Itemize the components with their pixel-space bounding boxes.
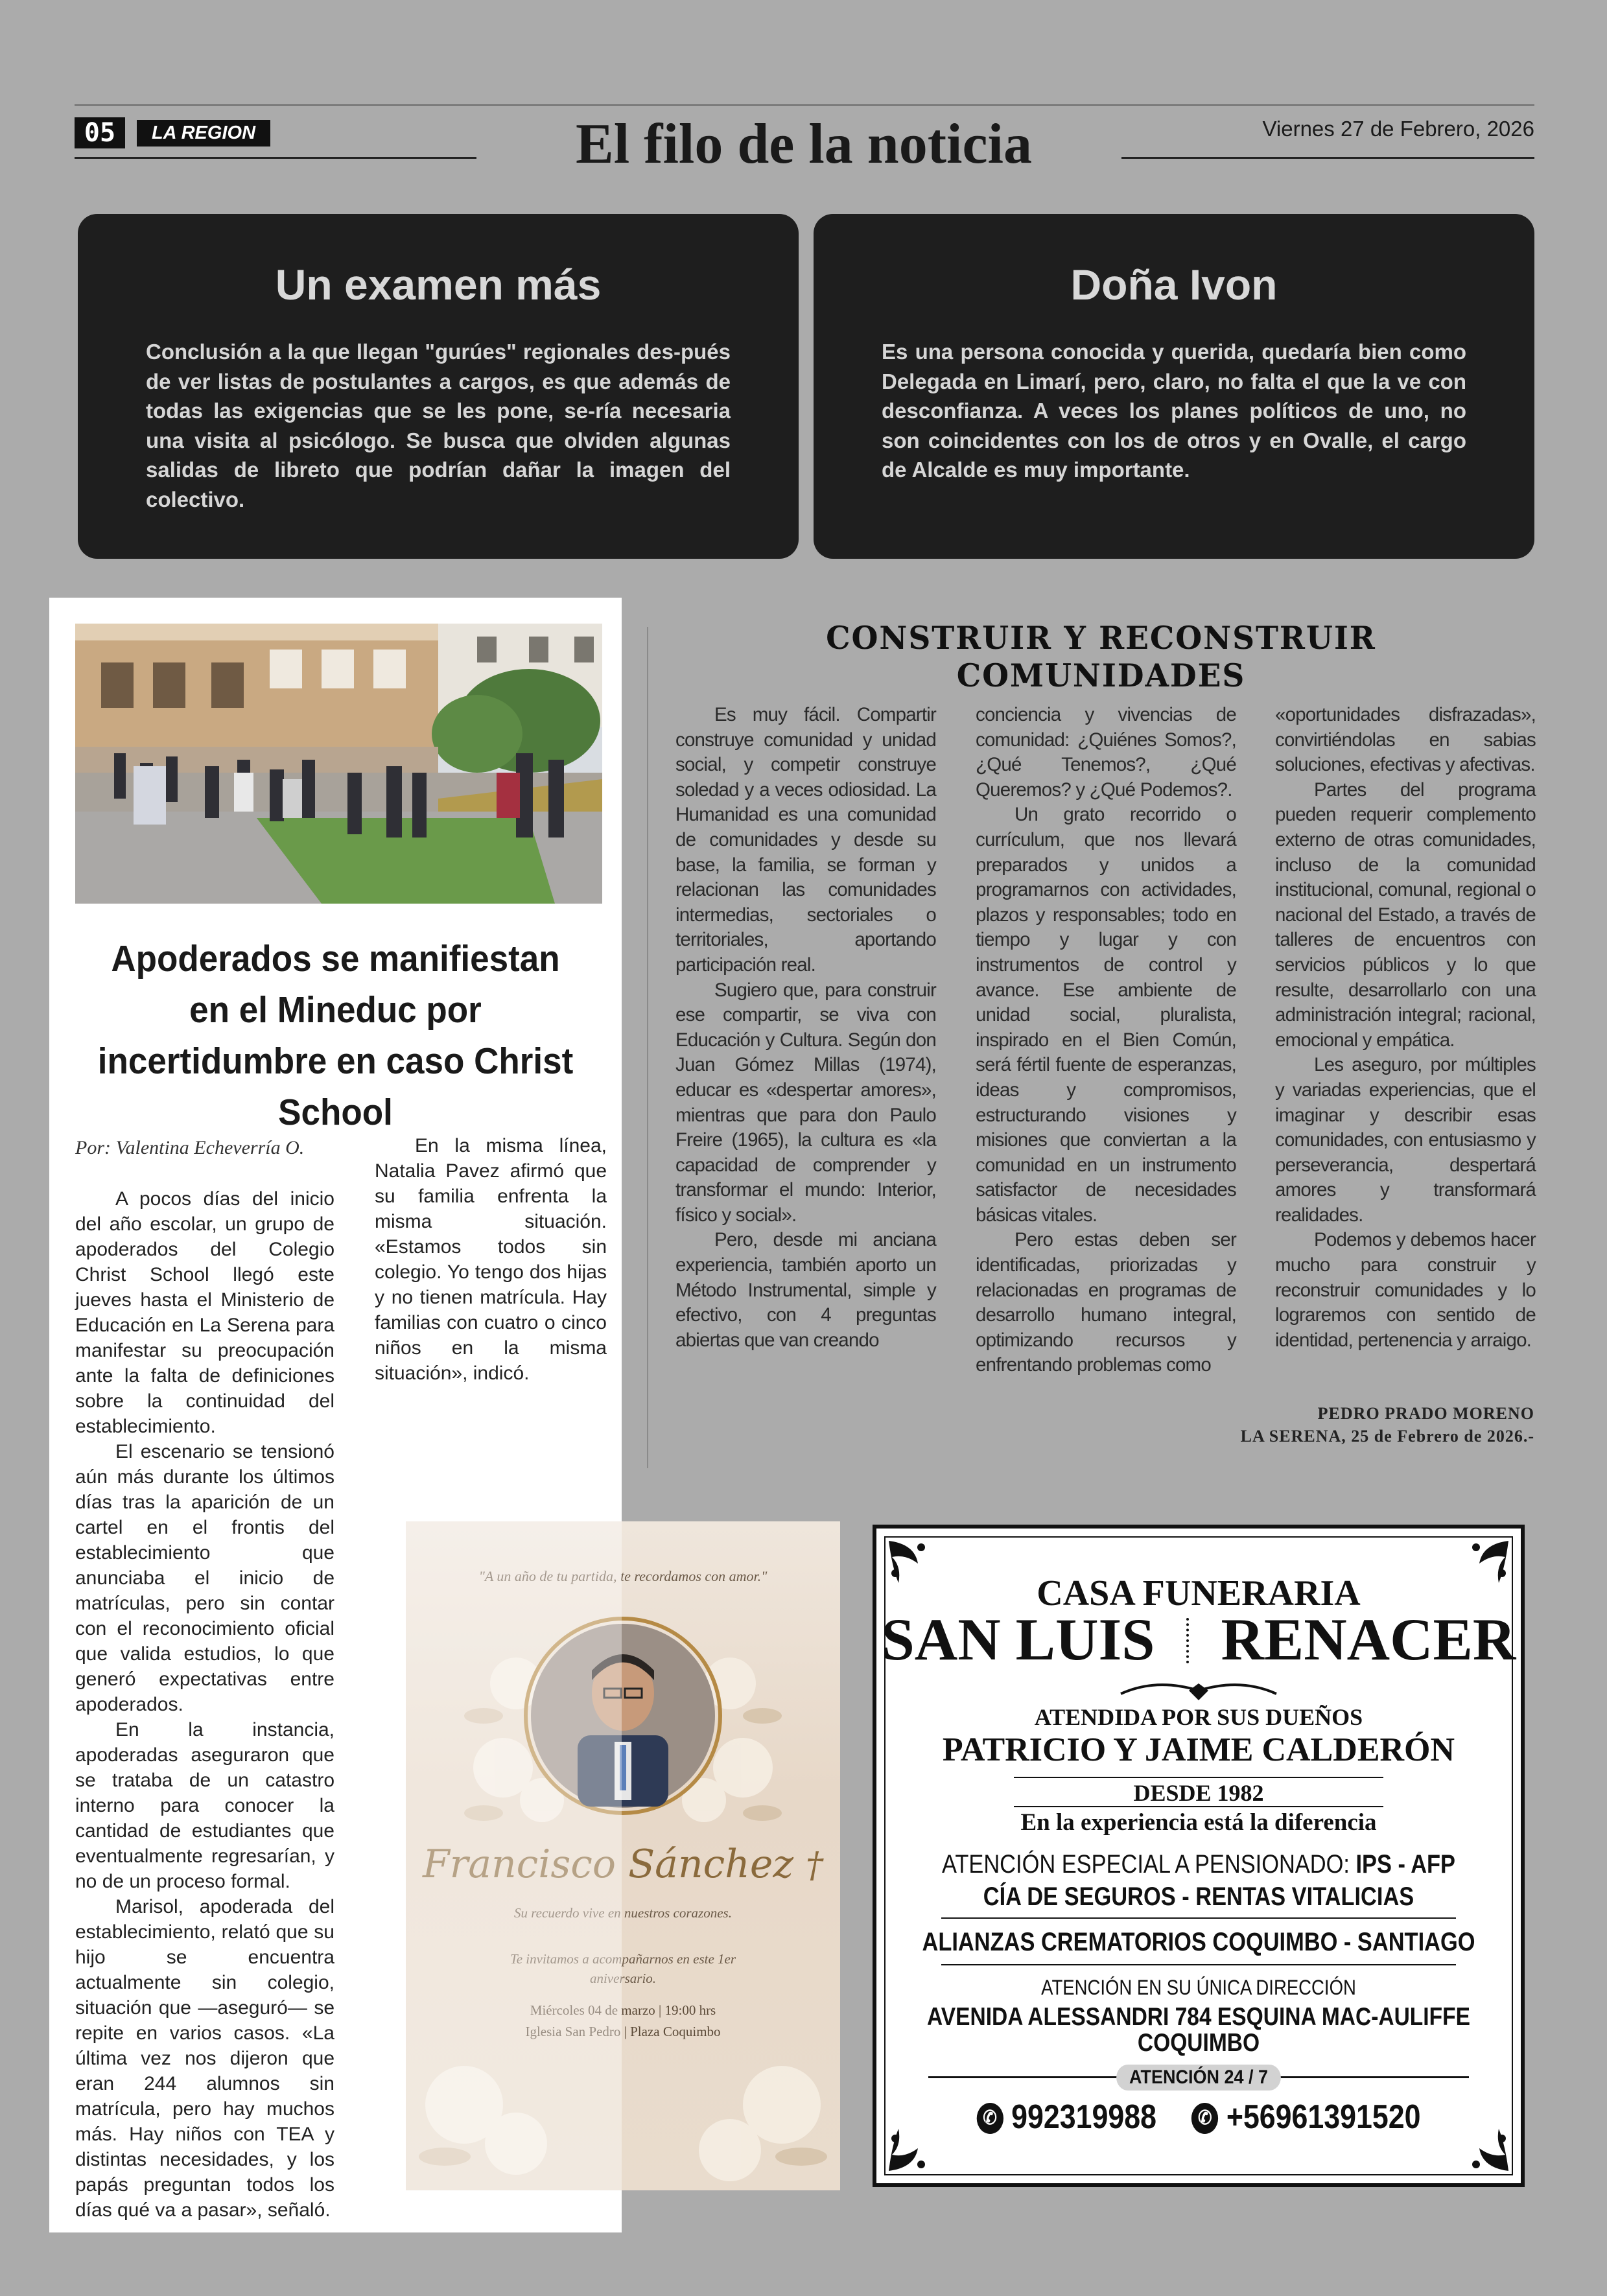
ad-address-street: AVENIDA ALESSANDRI 784 ESQUINA MAC-AULIFFE [927, 2003, 1470, 2031]
column-divider [647, 627, 648, 1468]
memorial-quote: "A un año de tu partida, te recordamos con amor." [478, 1568, 768, 1584]
flourish-divider-icon [1118, 1674, 1280, 1703]
news-column-1 [75, 1186, 334, 2223]
news-headline: Apoderados se manifiestan en el Mineduc por incertidumbre en caso Christ School [97, 938, 574, 1133]
paragraph: Podemos y debemos hacer mucho para construir y reconstruir comunidades y lo lograremos con sentido de identidad, pertenencia y arraigo. [1275, 1229, 1536, 1351]
ad-line-pensionado [922, 1850, 1476, 1879]
header-left-rule [75, 157, 476, 159]
ad-line-seguros: CÍA DE SEGUROS - RENTAS VITALICIAS [983, 1882, 1414, 1911]
opinion-text: Es una persona conocida y querida, quedaría bien como Delegada en Limarí, pero, claro, no falta el que la ve con desconfianza. A veces los planes políticos de uno, no son coincidentes con los de otros y en Ovalle, el cargo de Alcalde es muy importante. [882, 340, 1466, 482]
ad-pensionado-label: ATENCIÓN ESPECIAL A PENSIONADO: [941, 1850, 1356, 1879]
cross-icon: † [806, 1845, 824, 1886]
paragraph: Es muy fácil. Compartir construye comunidad y unidad social, y competir construye soledad y a veces odiosidad. La Humanidad es una comunidad de comunidades y desde su base, la familia, se forman y relacionan las comunidades intermedias, sectoriales o territoriales, aportando participación real. [675, 704, 936, 976]
news-column-2 [375, 1133, 607, 1386]
news-byline: Por: Valentina Echeverría O. [75, 1137, 305, 1158]
ad-rule [941, 1917, 1456, 1919]
column-author: PEDRO PRADO MORENO [1317, 1404, 1534, 1423]
ad-address-city: COQUIMBO [1137, 2029, 1260, 2057]
paragraph: Les aseguro, por múltiples y variadas experiencias, que el imaginar y describir esas comunidades, con entusiasmo y perseverancia, despertará amores y transformará realidades. [1275, 1054, 1536, 1226]
ad-line-direccion-label: ATENCIÓN EN SU ÚNICA DIRECCIÓN [1041, 1976, 1356, 1999]
paragraph: El escenario se tensionó aún más durante los últimos días tras la aparición de un cartel en el frontis del establecimiento que anunciaba el inicio de matrículas, pero sin contar con el reconocimiento oficial que valida estudios, lo que generó expectativas entre apoderados. [75, 1441, 334, 1715]
column-text-2 [976, 703, 1236, 1378]
paragraph: Pero, desde mi anciana experiencia, también aporto un Método Instrumental, simple y efectivo, con 4 preguntas abiertas que van creando [675, 1229, 936, 1351]
ad-pensionado-value: IPS - AFP [1355, 1850, 1456, 1879]
paragraph: Partes del programa pueden requerir complemento externo de otras comunidades, incluso de la comunidad institucional, comunal, regional o nacional del Estado, a través de talleres de encuentros con servicios públicos y lo que resulte, desarrollarlo con una administración integral; racional, emocional y empática. [1275, 779, 1536, 1051]
page-number: 05 [75, 117, 125, 148]
column-text-1 [675, 703, 936, 1353]
ad-whatsapp[interactable]: +56961391520 [1226, 2098, 1421, 2136]
memorial-where: Iglesia San Pedro | Plaza Coquimbo [525, 2024, 721, 2039]
memorial-name-text: Francisco Sánchez [422, 1842, 793, 1887]
memorial-subtitle: Su recuerdo vive en nuestros corazones. [514, 1905, 732, 1921]
ad-rule [1014, 1777, 1383, 1778]
paragraph: Un grato recorrido o currículum, que nos llevará preparados y unidos a programarnos con actividades, plazos y responsables; todo en tiempo y lugar y con instrumentos de control y avance. Ese ambiente de unidad social, pluralista, inspirado en el Bien Común, será fértil fuente de esperanzas, ideas y compromisos, estructurando visiones y misiones que conviertan a la comunidad en un instrumento satisfactor de necesidades básicas vitales. [976, 804, 1236, 1226]
ad-line-since: DESDE 1982 [1133, 1780, 1264, 1806]
column-place-date: LA SERENA, 25 de Febrero de 2026.- [1240, 1427, 1534, 1446]
ad-brand [876, 1605, 1521, 1674]
publication-logo: LA REGION [137, 120, 270, 146]
paragraph: Pero estas deben ser identificadas, priorizadas y relacionadas en programas de desarrollo humano integral, optimizando recursos y enfrentando problemas como [976, 1229, 1236, 1376]
ad-line-experience: En la experiencia está la diferencia [1020, 1809, 1377, 1836]
funeral-home-ad [873, 1525, 1525, 2187]
ad-line-casa-funeraria: CASA FUNERARIA [1037, 1573, 1361, 1613]
paragraph: Sugiero que, para construir ese compartir, se viva con Educación y Cultura. Según don Juan Gómez Millas (1974), educar es «despertar amores», mientras que para don Paulo Freire (1965), la cultura es «la capacidad de comprender y transformar el mundo: Interior, físico y social». [675, 979, 936, 1226]
memorial-invite: Te invitamos a acompañarnos en este 1er aniversario. [510, 1951, 736, 1986]
opinion-box-examen [78, 214, 799, 559]
ad-brand-san-luis: SAN LUIS [881, 1606, 1155, 1672]
paragraph: Marisol, apoderada del establecimiento, relató que su hijo se encuentra actualmente sin colegio, situación que —aseguró— se repite en varios casos. «La última vez nos dijeron que eran 244 alumnos sin matrícula, pero hay muchos más. Hay niños con TEA y distintas necesidades, y los papás preguntan todos los días qué va a pasar», señaló. [75, 1896, 334, 2221]
opinion-title: Un examen más [275, 261, 602, 309]
paragraph: conciencia y vivencias de comunidad: ¿Quiénes Somos?, ¿Qué Tenemos?, ¿Qué Queremos? y ¿Qué Podemos?. [976, 704, 1236, 801]
white-overlay [406, 1521, 622, 2190]
ad-address [922, 2004, 1476, 2056]
memorial-notice [406, 1521, 840, 2190]
ad-badge-24-7: ATENCIÓN 24 / 7 [1116, 2065, 1281, 2091]
whatsapp-icon: ✆ [1191, 2103, 1218, 2134]
opinion-title: Doña Ivon [1070, 261, 1278, 309]
phone-icon: ✆ [976, 2103, 1003, 2134]
ad-rule [941, 1964, 1456, 1965]
news-photo [75, 624, 602, 904]
paragraph: En la instancia, apoderadas aseguraron que se trataba de un catastro interno para conocer la cantidad de estudiantes que eventualmente regresarían, y no de un proceso formal. [75, 1719, 334, 1892]
opinion-box-ivon [814, 214, 1534, 559]
column-title: CONSTRUIR Y RECONSTRUIR COMUNIDADES [826, 619, 1376, 694]
column-text-3 [1275, 703, 1536, 1353]
ad-brand-renacer: RENACER [1221, 1606, 1516, 1672]
ad-brand-separator [1186, 1618, 1189, 1663]
protest-photo-illustration [75, 624, 602, 904]
ad-contacts [922, 2098, 1476, 2137]
ad-line-owners: PATRICIO Y JAIME CALDERÓN [942, 1731, 1455, 1768]
column-signature [1102, 1402, 1534, 1447]
paragraph: «oportunidades disfrazadas», convirtiéndolas en sabias soluciones, efectivas y afectivas. [1275, 704, 1536, 776]
header-top-rule [75, 104, 1534, 106]
paragraph: A pocos días del inicio del año escolar, un grupo de apoderados del Colegio Christ School llegó este jueves hasta el Ministerio de Educación en La Serena para manifestar su preocupación ante la falta de definiciones sobre la continuidad del establecimiento. [75, 1188, 334, 1437]
memorial-when: Miércoles 04 de marzo | 19:00 hrs [530, 2002, 716, 2018]
section-title: El filo de la noticia [576, 113, 1032, 176]
paragraph: En la misma línea, Natalia Pavez afirmó que su familia enfrenta la misma situación. «Estamos todos sin colegio. Yo tengo dos hijas y no tienen matrícula. Hay familias con cuatro o cinco niños en la misma situación», indicó. [375, 1135, 607, 1384]
ad-line-alianzas: ALIANZAS CREMATORIOS COQUIMBO - SANTIAGO [922, 1928, 1475, 1956]
ad-phone[interactable]: 992319988 [1011, 2098, 1157, 2136]
issue-date: Viernes 27 de Febrero, 2026 [1262, 117, 1534, 141]
header-right-rule [1121, 157, 1534, 159]
opinion-text: Conclusión a la que llegan "gurúes" regionales des-pués de ver listas de postulantes a cargos, es que además de todas las exigencias que se les pone, se-ría necesaria una visita al psicólogo. Se busca que olviden algunas salidas de libreto que podrían dañar la imagen del colectivo. [146, 340, 731, 511]
ad-rule [1014, 1806, 1383, 1807]
ad-line-duenos: ATENDIDA POR SUS DUEÑOS [1034, 1704, 1363, 1730]
